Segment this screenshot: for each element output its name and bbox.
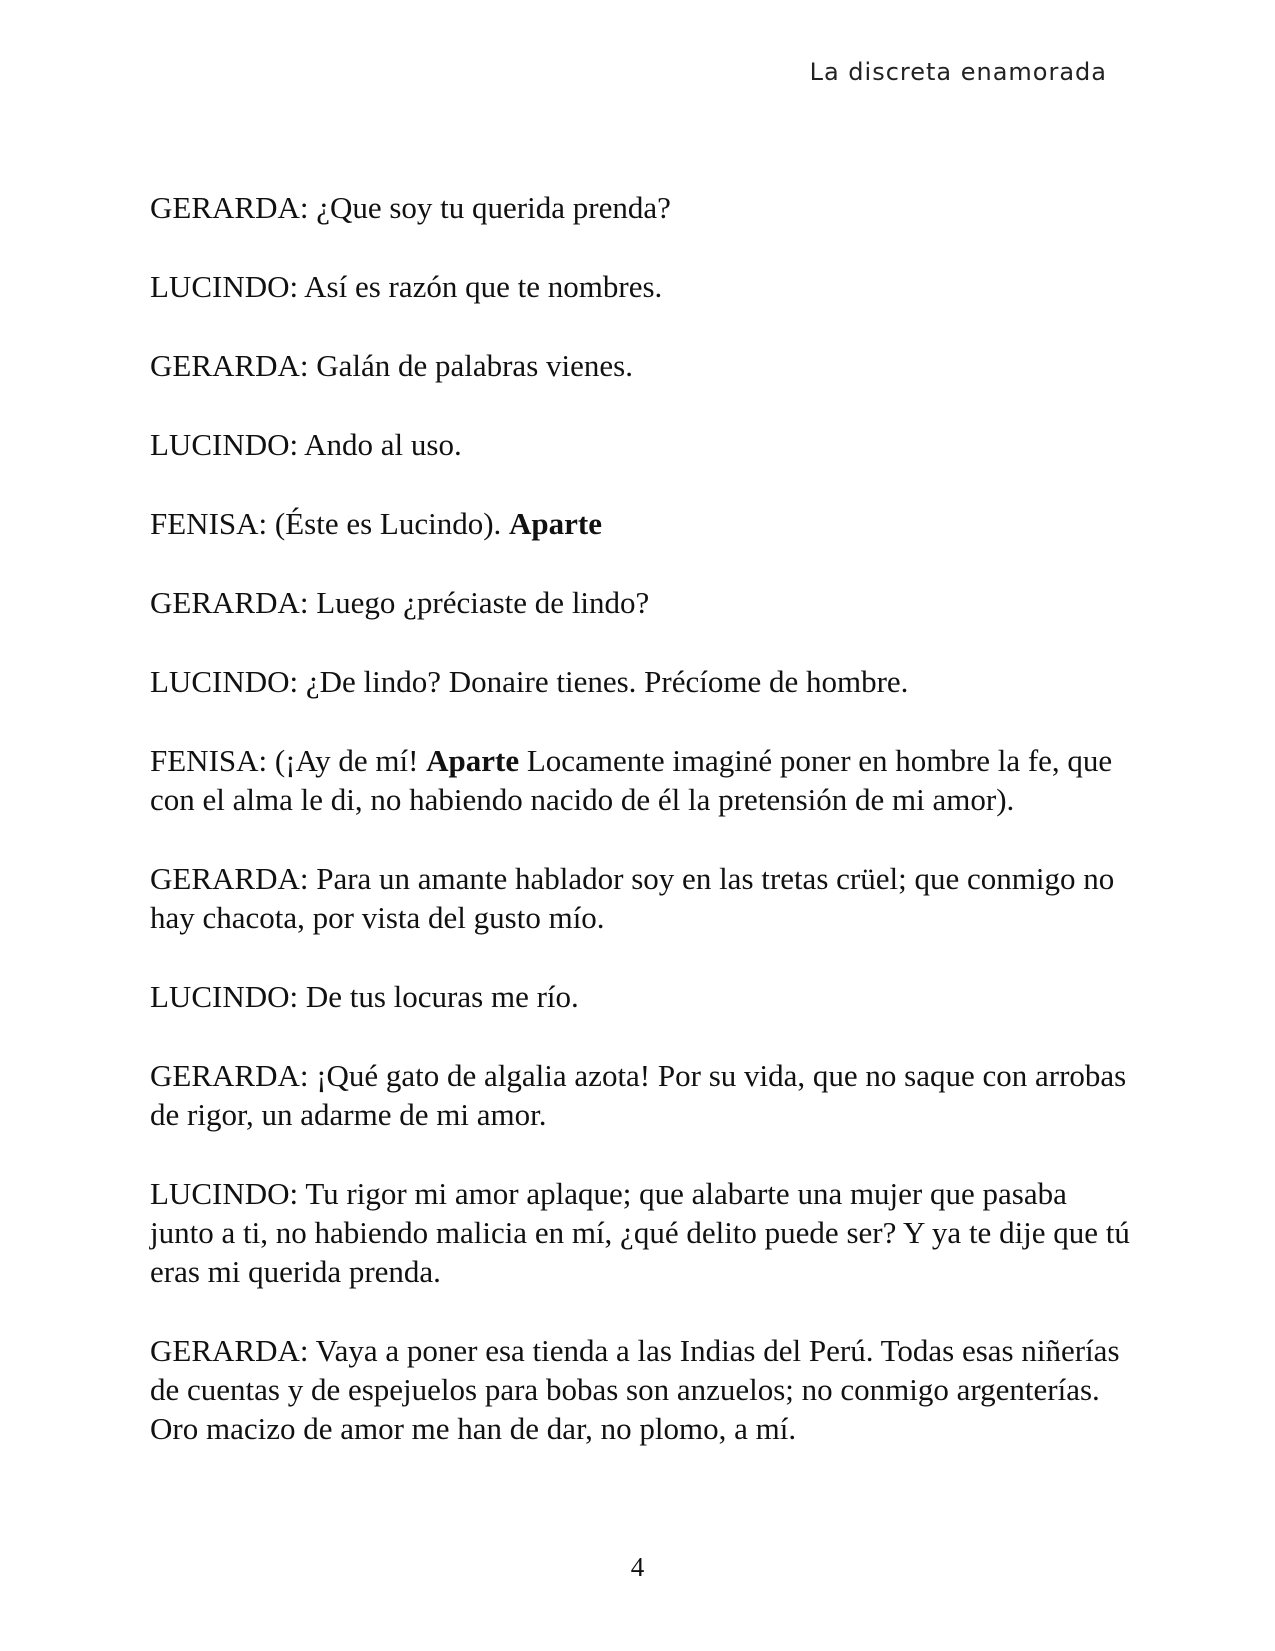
- speech-text: ¿Que soy tu querida prenda?: [316, 190, 671, 225]
- speaker-name: FENISA:: [150, 506, 268, 541]
- speaker-name: GERARDA:: [150, 1333, 309, 1368]
- running-header-title: La discreta enamorada: [809, 58, 1107, 86]
- speech-lucindo: [150, 267, 1130, 306]
- dialogue-body: [150, 188, 1130, 1448]
- speech-text: (¡Ay de mí!: [274, 743, 419, 778]
- stage-direction: Aparte: [426, 743, 520, 778]
- speech-gerarda: [150, 859, 1130, 937]
- speech-text: Tu rigor mi amor aplaque; que alabarte una mujer que pasaba junto a ti, no habiendo malicia en mí, ¿qué delito puede ser? Y ya te dije que tú eras mi querida prenda.: [150, 1176, 1130, 1289]
- speech-text: ¿De lindo? Donaire tienes. Précíome de hombre.: [305, 664, 909, 699]
- speech-text: Así es razón que te nombres.: [304, 269, 663, 304]
- page-number: 4: [630, 1552, 645, 1582]
- speaker-name: LUCINDO:: [150, 979, 299, 1014]
- speech-lucindo: [150, 425, 1130, 464]
- speech-text: Para un amante hablador soy en las tretas crüel; que conmigo no hay chacota, por vista del gusto mío.: [150, 861, 1115, 935]
- speaker-name: LUCINDO:: [150, 269, 299, 304]
- speaker-name: GERARDA:: [150, 585, 309, 620]
- speech-text: De tus locuras me río.: [305, 979, 579, 1014]
- speech-text: Galán de palabras vienes.: [316, 348, 633, 383]
- speech-text: Vaya a poner esa tienda a las Indias del Perú. Todas esas niñerías de cuentas y de espejuelos para bobas son anzuelos; no conmigo argenterías. Oro macizo de amor me han de dar, no plomo, a mí.: [150, 1333, 1120, 1446]
- speech-gerarda: [150, 1331, 1130, 1448]
- speech-text: ¡Qué gato de algalia azota! Por su vida, que no saque con arrobas de rigor, un adarme de mi amor.: [150, 1058, 1127, 1132]
- speech-text: (Éste es Lucindo).: [274, 506, 502, 541]
- speaker-name: GERARDA:: [150, 1058, 309, 1093]
- speaker-name: FENISA:: [150, 743, 268, 778]
- speech-gerarda: [150, 583, 1130, 622]
- speech-gerarda: [150, 188, 1130, 227]
- speech-fenisa: [150, 741, 1130, 819]
- speaker-name: GERARDA:: [150, 861, 309, 896]
- speech-lucindo: [150, 662, 1130, 701]
- speaker-name: LUCINDO:: [150, 664, 299, 699]
- speaker-name: LUCINDO:: [150, 427, 299, 462]
- speaker-name: GERARDA:: [150, 348, 309, 383]
- speech-text: Ando al uso.: [304, 427, 462, 462]
- speaker-name: LUCINDO:: [150, 1176, 299, 1211]
- speech-gerarda: [150, 346, 1130, 385]
- speaker-name: GERARDA:: [150, 190, 309, 225]
- stage-direction: Aparte: [509, 506, 603, 541]
- speech-fenisa: [150, 504, 1130, 543]
- speech-lucindo: [150, 977, 1130, 1016]
- speech-lucindo: [150, 1174, 1130, 1291]
- speech-text: Luego ¿préciaste de lindo?: [316, 585, 650, 620]
- speech-gerarda: [150, 1056, 1130, 1134]
- speech-text: Locamente imaginé poner en hombre la fe, que con el alma le di, no habiendo nacido de él la pretensión de mi amor).: [150, 743, 1113, 817]
